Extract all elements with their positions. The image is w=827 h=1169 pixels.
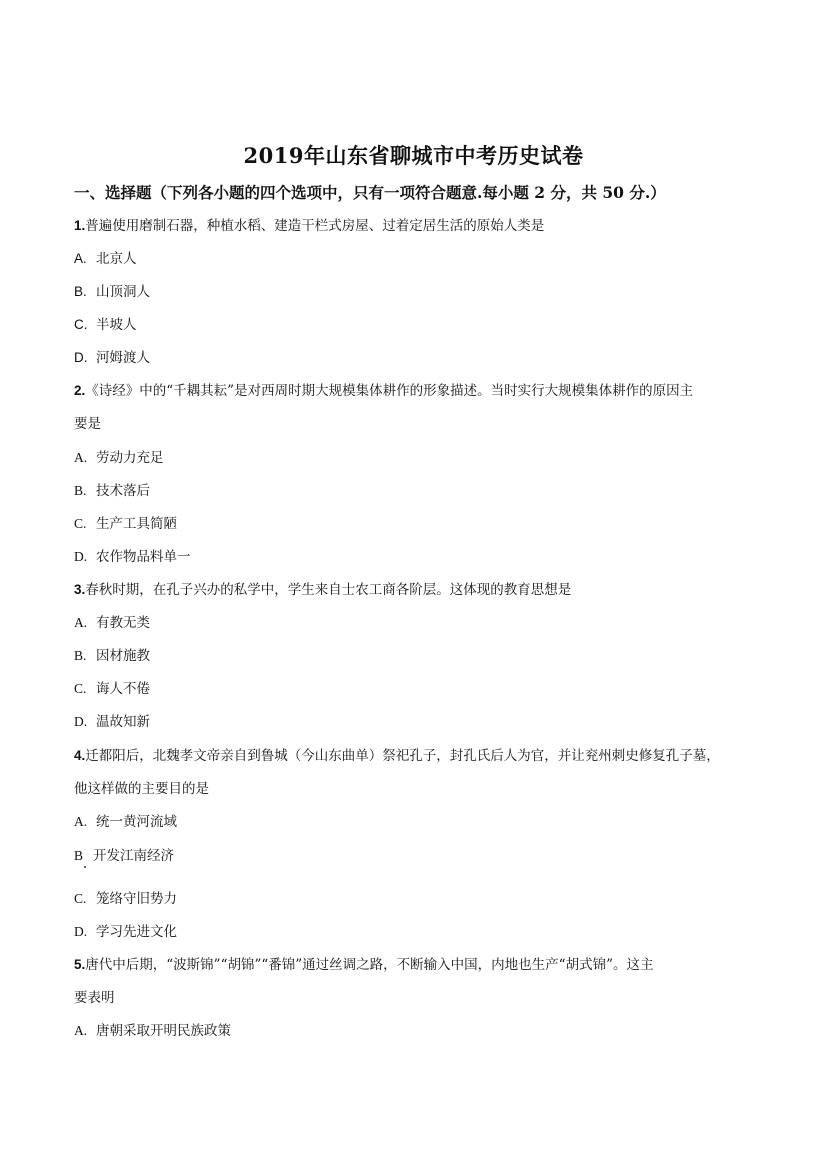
question-1-option-c [74, 314, 137, 336]
question-2-option-c [74, 513, 177, 535]
option-letter: D. [74, 924, 88, 939]
option-text: 笼络守旧势力 [96, 891, 177, 907]
question-3-option-a [74, 612, 150, 634]
option-letter: B. [74, 284, 87, 299]
question-number: 1. [74, 218, 86, 233]
option-text: 山顶洞人 [96, 284, 150, 300]
question-2-stem-cont: 要是 [74, 416, 101, 432]
option-text: 河姆渡人 [96, 350, 150, 366]
question-1-stem [74, 215, 544, 237]
option-letter: A. [74, 814, 88, 829]
question-2-option-b [74, 480, 150, 502]
option-letter: A. [74, 450, 88, 465]
question-4-option-c [74, 888, 177, 910]
question-4-option-d [74, 921, 177, 943]
question-text: 春秋时期，在孔子兴办的私学中，学生来自士农工商各阶层。这体现的教育思想是 [85, 582, 572, 598]
option-text: 因材施教 [96, 648, 150, 664]
question-2-option-d [74, 546, 191, 568]
question-1-option-a [74, 248, 137, 270]
question-4-stem-cont: 他这样做的主要目的是 [74, 781, 209, 797]
stray-dot [84, 866, 86, 868]
question-1-option-b [74, 281, 150, 303]
question-text: 迁都阳后，北魏孝文帝亲自到鲁城（今山东曲单）祭祀孔子，封孔氏后人为官，并让兖州刺史修复孔子墓， [85, 748, 720, 764]
option-letter: A. [74, 251, 87, 266]
question-text: 普遍使用磨制石器，种植水稻、建造干栏式房屋、过着定居生活的原始人类是 [85, 218, 545, 234]
question-3-stem [74, 579, 571, 601]
option-text: 温故知新 [96, 714, 150, 730]
question-4-stem [74, 745, 720, 767]
question-number: 3. [74, 582, 86, 597]
option-text: 农作物品料单一 [96, 549, 191, 565]
page-title: 2019年山东省聊城市中考历史试卷 [243, 143, 584, 168]
option-letter: C. [74, 891, 87, 906]
question-5-stem [74, 954, 653, 976]
question-text: 《诗经》中的“千耦其耘”是对西周时期大规模集体耕作的形象描述。当时实行大规模集体耕作的原因主 [85, 383, 694, 399]
option-letter: D. [74, 549, 88, 564]
option-letter: C. [74, 516, 87, 531]
option-letter: C. [74, 681, 87, 696]
question-2-stem [74, 380, 693, 402]
option-letter: B. [74, 483, 87, 498]
question-3-option-d [74, 711, 150, 733]
question-text: 唐代中后期，“波斯锦”“胡锦”“番锦”通过丝调之路，不断输入中国，内地也生产“胡式锦”。这主 [85, 957, 654, 973]
question-4-option-a [74, 811, 177, 833]
question-3-option-b [74, 645, 150, 667]
option-text: 统一黄河流域 [96, 814, 177, 830]
option-text: 劳动力充足 [96, 450, 164, 466]
option-letter: B. [74, 648, 87, 663]
option-letter: D. [74, 714, 88, 729]
option-letter: D. [74, 350, 88, 365]
option-text: 开发江南经济 [93, 848, 174, 864]
option-text: 北京人 [96, 251, 137, 267]
option-text: 学习先进文化 [96, 924, 177, 940]
question-number: 2. [74, 383, 86, 398]
question-5-option-a [74, 1020, 231, 1042]
option-letter: A. [74, 615, 88, 630]
section-heading: 一、选择题（下列各小题的四个选项中，只有一项符合题意.每小题 2 分，共 50 分.） [74, 183, 666, 202]
option-text: 诲人不倦 [96, 681, 150, 697]
option-letter: B [74, 848, 84, 863]
option-text: 半坡人 [96, 317, 137, 333]
option-letter: A. [74, 1023, 88, 1038]
option-text: 生产工具简陋 [96, 516, 177, 532]
option-text: 唐朝采取开明民族政策 [96, 1023, 231, 1039]
question-5-stem-cont: 要表明 [74, 990, 115, 1006]
option-letter: C. [74, 317, 88, 332]
option-text: 有教无类 [96, 615, 150, 631]
option-text: 技术落后 [96, 483, 150, 499]
question-number: 4. [74, 748, 86, 763]
question-4-option-b [74, 845, 174, 867]
question-3-option-c [74, 678, 150, 700]
question-1-option-d [74, 347, 150, 369]
question-2-option-a [74, 447, 164, 469]
question-number: 5. [74, 957, 86, 972]
